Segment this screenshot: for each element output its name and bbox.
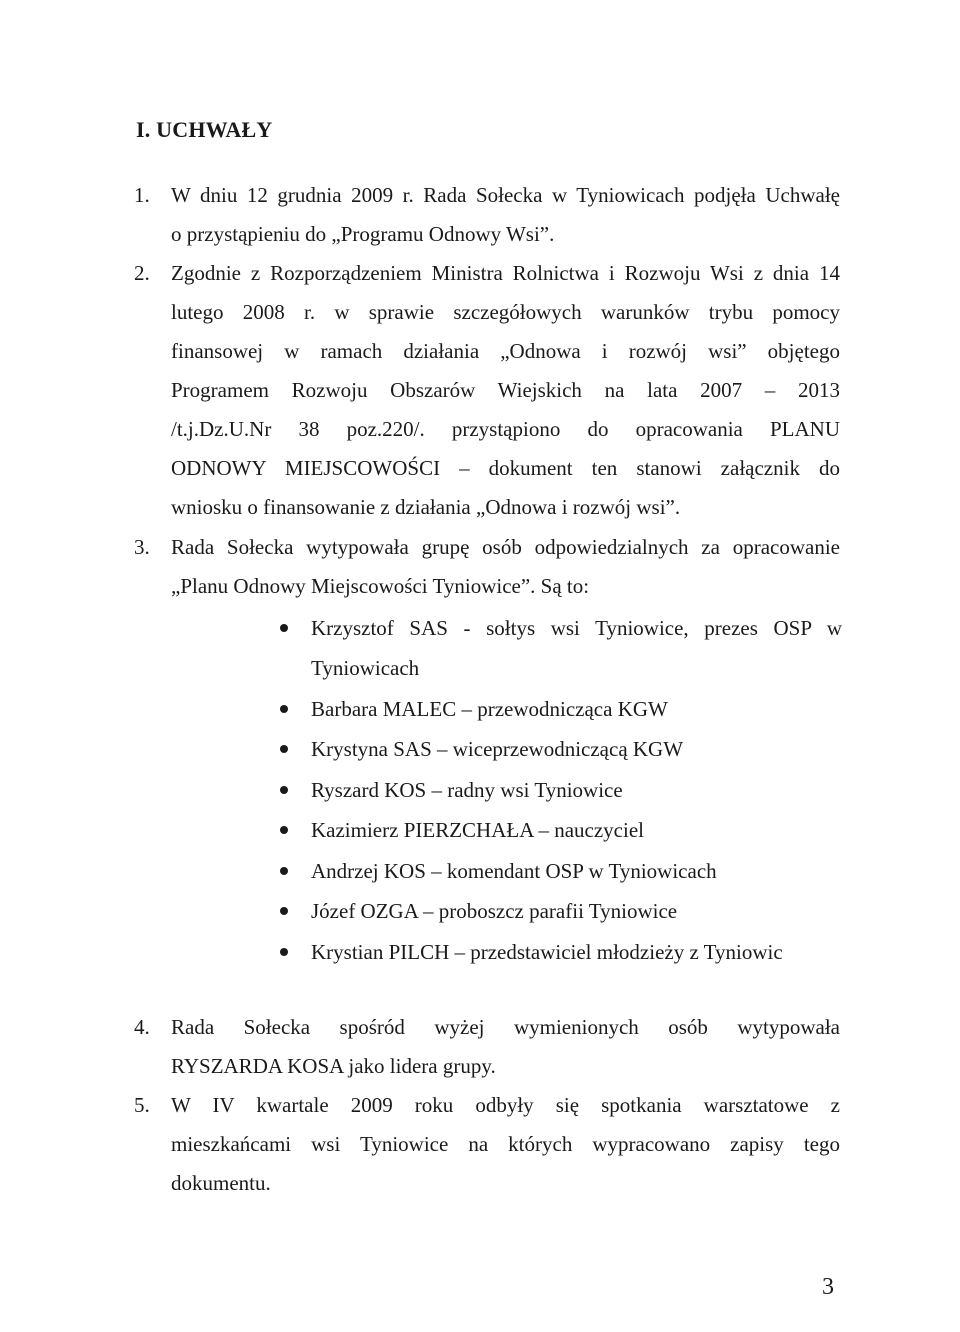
bullet-icon xyxy=(280,705,288,713)
item-number: 2. xyxy=(134,261,150,285)
bullet-icon xyxy=(280,907,288,915)
item-text xyxy=(171,1086,840,1203)
text-line: „Planu Odnowy Miejscowości Tyniowice”. Są to: xyxy=(171,574,590,598)
member-text: Andrzej KOS – komendant OSP w Tyniowicach xyxy=(311,858,717,883)
text-line: ODNOWY MIEJSCOWOŚCI – dokument ten stanowi załącznik do xyxy=(171,456,840,480)
bullet-icon xyxy=(280,826,288,834)
page-number: 3 xyxy=(822,1274,834,1300)
item-number: 3. xyxy=(134,535,150,559)
text-line: Rada Sołecka spośród wyżej wymienionych osób wytypowała xyxy=(171,1015,840,1039)
text-line: dokumentu. xyxy=(171,1171,271,1195)
text-line: /t.j.Dz.U.Nr 38 poz.220/. przystąpiono do opracowania PLANU xyxy=(171,417,840,441)
text-line: o przystąpieniu do „Programu Odnowy Wsi”. xyxy=(171,222,555,246)
bullet-icon xyxy=(280,867,288,875)
list-item-4 xyxy=(134,1008,840,1086)
members-list xyxy=(270,608,842,972)
member-text: Kazimierz PIERZCHAŁA – nauczyciel xyxy=(311,818,644,842)
bullet-icon xyxy=(280,948,288,956)
text-line: Programem Rozwoju Obszarów Wiejskich na lata 2007 – 2013 xyxy=(171,378,840,402)
list-item-2 xyxy=(134,254,840,527)
list-item xyxy=(270,689,842,729)
item-number: 4. xyxy=(134,1015,150,1039)
text-line: finansowej w ramach działania „Odnowa i rozwój wsi” objętego xyxy=(171,339,840,363)
member-text: Barbara MALEC – przewodnicząca KGW xyxy=(311,696,668,721)
item-number: 5. xyxy=(134,1093,150,1117)
text-line: RYSZARDA KOSA jako lidera grupy. xyxy=(171,1054,496,1078)
item-text xyxy=(171,176,840,254)
member-text: Krystian PILCH – przedstawiciel młodzieży z Tyniowic xyxy=(311,939,783,964)
item-number: 1. xyxy=(134,183,150,207)
list-item-3 xyxy=(134,528,840,606)
bullet-icon xyxy=(280,786,288,794)
list-item xyxy=(270,608,842,688)
list-item xyxy=(270,851,842,891)
list-item-5 xyxy=(134,1086,840,1203)
list-item xyxy=(270,810,842,850)
item-text xyxy=(171,528,840,606)
text-line: W IV kwartale 2009 roku odbyły się spotkania warsztatowe z xyxy=(171,1093,840,1117)
item-text xyxy=(171,1008,840,1086)
list-item xyxy=(270,770,842,810)
list-item xyxy=(270,729,842,769)
member-text: Józef OZGA – proboszcz parafii Tyniowice xyxy=(311,899,678,923)
member-text: Krystyna SAS – wiceprzewodniczącą KGW xyxy=(311,737,684,761)
text-line: mieszkańcami wsi Tyniowice na których wypracowano zapisy tego xyxy=(171,1132,840,1156)
bullet-icon xyxy=(280,624,288,632)
text-line: W dniu 12 grudnia 2009 r. Rada Sołecka w Tyniowicach podjęła Uchwałę xyxy=(171,183,840,207)
item-text xyxy=(171,254,840,527)
section-title: I. UCHWAŁY xyxy=(136,117,273,142)
text-line: Zgodnie z Rozporządzeniem Ministra Rolnictwa i Rozwoju Wsi z dnia 14 xyxy=(171,261,840,285)
text-line: Rada Sołecka wytypowała grupę osób odpowiedzialnych za opracowanie xyxy=(171,535,840,559)
text-line: wniosku o finansowanie z działania „Odnowa i rozwój wsi”. xyxy=(171,495,681,519)
member-text: Krzysztof SAS - sołtys wsi Tyniowice, prezes OSP w Tyniowicach xyxy=(311,616,842,680)
list-item xyxy=(270,932,842,972)
list-item-1 xyxy=(134,176,840,254)
list-item xyxy=(270,891,842,931)
member-text: Ryszard KOS – radny wsi Tyniowice xyxy=(311,777,623,802)
bullet-icon xyxy=(280,745,288,753)
text-line: lutego 2008 r. w sprawie szczegółowych warunków trybu pomocy xyxy=(171,300,840,324)
